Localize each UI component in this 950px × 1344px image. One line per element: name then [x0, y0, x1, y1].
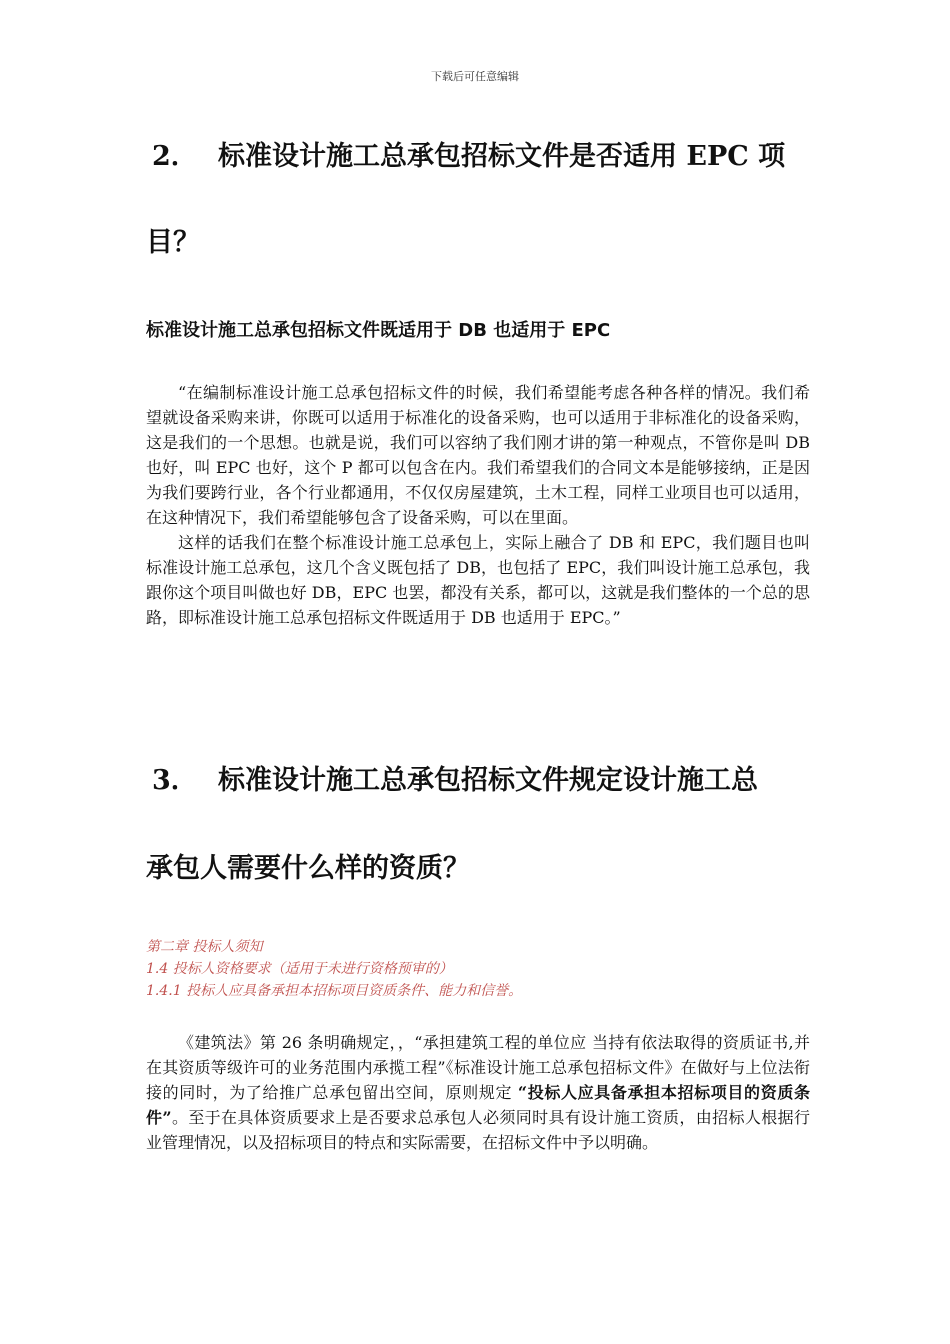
section-3-text-before-bold: 《建筑法》第 26 条明确规定，，“承担建筑工程的单位应 当持有依法取得的资质证书,并在其资质等级许可的业务范围内承揽工程”《标准设计施工总承包招标文件》在做好与上位法衔接的同时，为了给推广总承包留出空间，原则规定: [146, 1033, 810, 1102]
section-3-heading-line2: [146, 846, 810, 885]
section-3-quoted-clause: [146, 936, 810, 1002]
section-2-number: 2．: [152, 141, 198, 172]
section-3-text-after-bold: 。至于在具体资质要求上是否要求总承包人必须同时具有设计施工资质，由招标人根据行业管理情况，以及招标项目的特点和实际需要，在招标文件中予以明确。: [146, 1108, 810, 1152]
section-3-paragraph: [146, 1030, 810, 1155]
section-2-subtitle: 标准设计施工总承包招标文件既适用于 DB 也适用于 EPC: [146, 320, 611, 341]
quote-line-1-4: 1.4 投标人资格要求（适用于未进行资格预审的）: [146, 961, 453, 977]
section-3-title-line1: 标准设计施工总承包招标文件规定设计施工总: [218, 765, 758, 796]
section-3-body: [146, 1030, 810, 1155]
section-2-paragraph-1: “在编制标准设计施工总承包招标文件的时候，我们希望能考虑各种各样的情况。我们希望就设备采购来讲，你既可以适用于标准化的设备采购，也可以适用于非标准化的设备采购，这是我们的一个思想。也就是说，我们可以容纳了我们刚才讲的第一种观点，不管你是叫 DB 也好，叫 EPC 也好，这个 P 都可以包含在内。我们希望我们的合同文本是能够接纳，正是因为我们要跨行业，各个行业都通用，不仅仅房屋建筑，土木工程，同样工业项目也可以适用，在这种情况下，我们希望能够包含了设备采购，可以在里面。: [146, 383, 810, 527]
header-note: 下载后可任意编辑: [431, 70, 519, 83]
section-2-title-line2: 目？: [146, 227, 200, 258]
section-2-heading-line2: [146, 220, 810, 259]
section-3-title-line2: 承包人需要什么样的资质？: [146, 853, 470, 884]
section-2-heading-line1: [146, 134, 810, 173]
section-2-body: [146, 380, 810, 630]
section-3-bold-quote: “投标人应具备承担本招标项目的资质条件”: [146, 1083, 810, 1127]
section-2-title-line1: 标准设计施工总承包招标文件是否适用 EPC 项: [218, 141, 786, 172]
section-2-paragraph-2: 这样的话我们在整个标准设计施工总承包上，实际上融合了 DB 和 EPC，我们题目也叫标准设计施工总承包，这几个含义既包括了 DB，也包括了 EPC，我们叫设计施工总承包，我跟你这个项目叫做也好 DB，EPC 也罢，都没有关系，都可以，这就是我们整体的一个总的思路，即标准设计施工总承包招标文件既适用于 DB 也适用于 EPC。”: [146, 533, 810, 627]
section-3-number: 3．: [152, 765, 198, 796]
section-3-heading-line1: [146, 758, 810, 797]
quote-line-chapter: 第二章 投标人须知: [146, 939, 263, 955]
quote-line-1-4-1: 1.4.1 投标人应具备承担本招标项目资质条件、能力和信誉。: [146, 983, 523, 999]
